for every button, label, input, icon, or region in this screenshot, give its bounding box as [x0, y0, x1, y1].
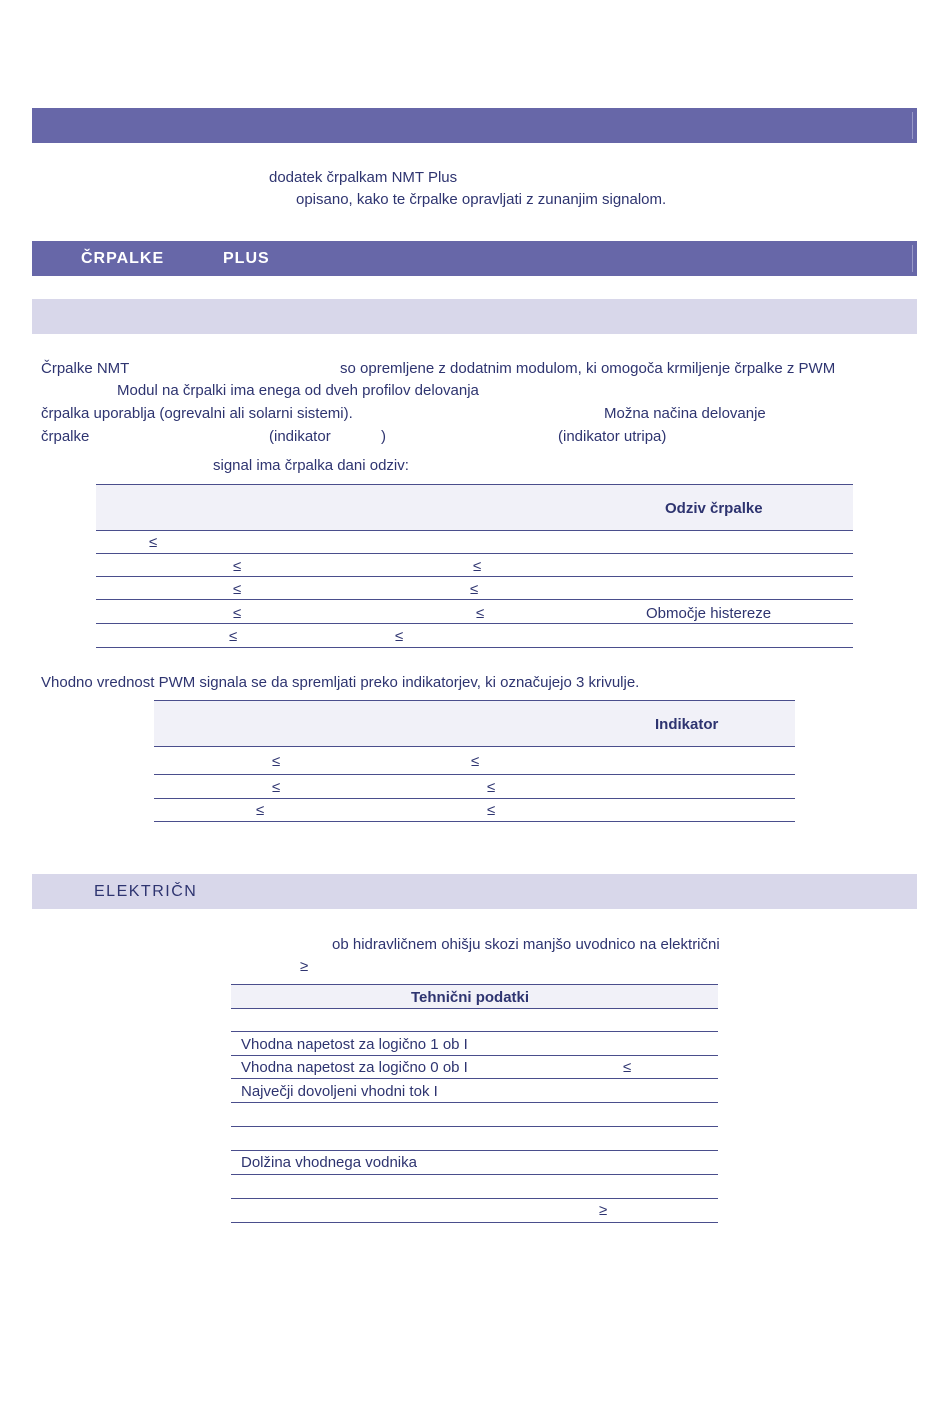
table-cell: ≤ [233, 605, 242, 622]
intro-line-2: opisano, kako te črpalke opravljati z zunanjim signalom. [296, 191, 667, 208]
paragraph-text: Modul na črpalki ima enega od dveh profilov delovanja [117, 382, 479, 399]
electrical-text: ob hidravličnem ohišju skozi manjšo uvodnico na električni [332, 936, 720, 953]
paragraph-text: Možna načina delovanje [604, 405, 766, 422]
table-cell: ≤ [476, 605, 485, 622]
section-bar-crpalke-plus [32, 241, 917, 276]
section-title-elektricni: ELEKTRIČN [94, 883, 198, 900]
table-cell: ≤ [487, 779, 496, 796]
table-cell: ≤ [471, 753, 480, 770]
paragraph-text: (indikator utripa) [558, 428, 667, 445]
top-header-bar [32, 108, 917, 143]
section-title-a: ČRPALKE [81, 250, 165, 267]
table-row-label: Največji dovoljeni vhodni tok I [241, 1083, 438, 1100]
paragraph-text: so opremljene z dodatnim modulom, ki omogoča krmiljenje črpalke z PWM [340, 360, 836, 377]
table-cell: Območje histereze [646, 605, 772, 622]
paragraph-text: (indikator [269, 428, 331, 445]
table-row-label: Vhodna napetost za logično 0 ob I [241, 1059, 468, 1076]
paragraph-text: črpalke [41, 428, 90, 445]
table-cell: ≤ [233, 581, 242, 598]
table-cell: ≤ [272, 753, 281, 770]
table-cell: ≤ [473, 558, 482, 575]
intro-line-1: dodatek črpalkam NMT Plus [269, 169, 458, 186]
column-header-indikator: Indikator [655, 716, 719, 733]
paragraph-text: Črpalke NMT [41, 360, 130, 377]
table-row-value: ≥ [599, 1202, 608, 1219]
section-title-b: PLUS [223, 250, 270, 267]
table-cell: ≤ [233, 558, 242, 575]
table-row-value: ≤ [623, 1059, 632, 1076]
table-cell: ≤ [272, 779, 281, 796]
table-cell: ≤ [487, 802, 496, 819]
table-cell: ≤ [229, 628, 238, 645]
table-cell: ≤ [256, 802, 265, 819]
subsection-bar [32, 299, 917, 334]
paragraph-text: signal ima črpalka dani odziv: [213, 457, 409, 474]
electrical-text: ≥ [300, 958, 309, 975]
section-bar-elektricni [32, 874, 917, 909]
table-cell: ≤ [149, 534, 158, 551]
table-row-label: Vhodna napetost za logično 1 ob I [241, 1036, 468, 1053]
table-cell: ≤ [470, 581, 479, 598]
pwm-note: Vhodno vrednost PWM signala se da spremljati preko indikatorjev, ki označujejo 3 krivulje. [41, 674, 640, 691]
column-header-tehnicni-podatki: Tehnični podatki [411, 989, 530, 1006]
paragraph-text: črpalka uporablja (ogrevalni ali solarni sistemi). [41, 405, 353, 422]
table-cell: ≤ [395, 628, 404, 645]
column-header-odziv: Odziv črpalke [665, 500, 763, 517]
paragraph-text: ) [381, 428, 386, 445]
table-row-label: Dolžina vhodnega vodnika [241, 1154, 417, 1171]
